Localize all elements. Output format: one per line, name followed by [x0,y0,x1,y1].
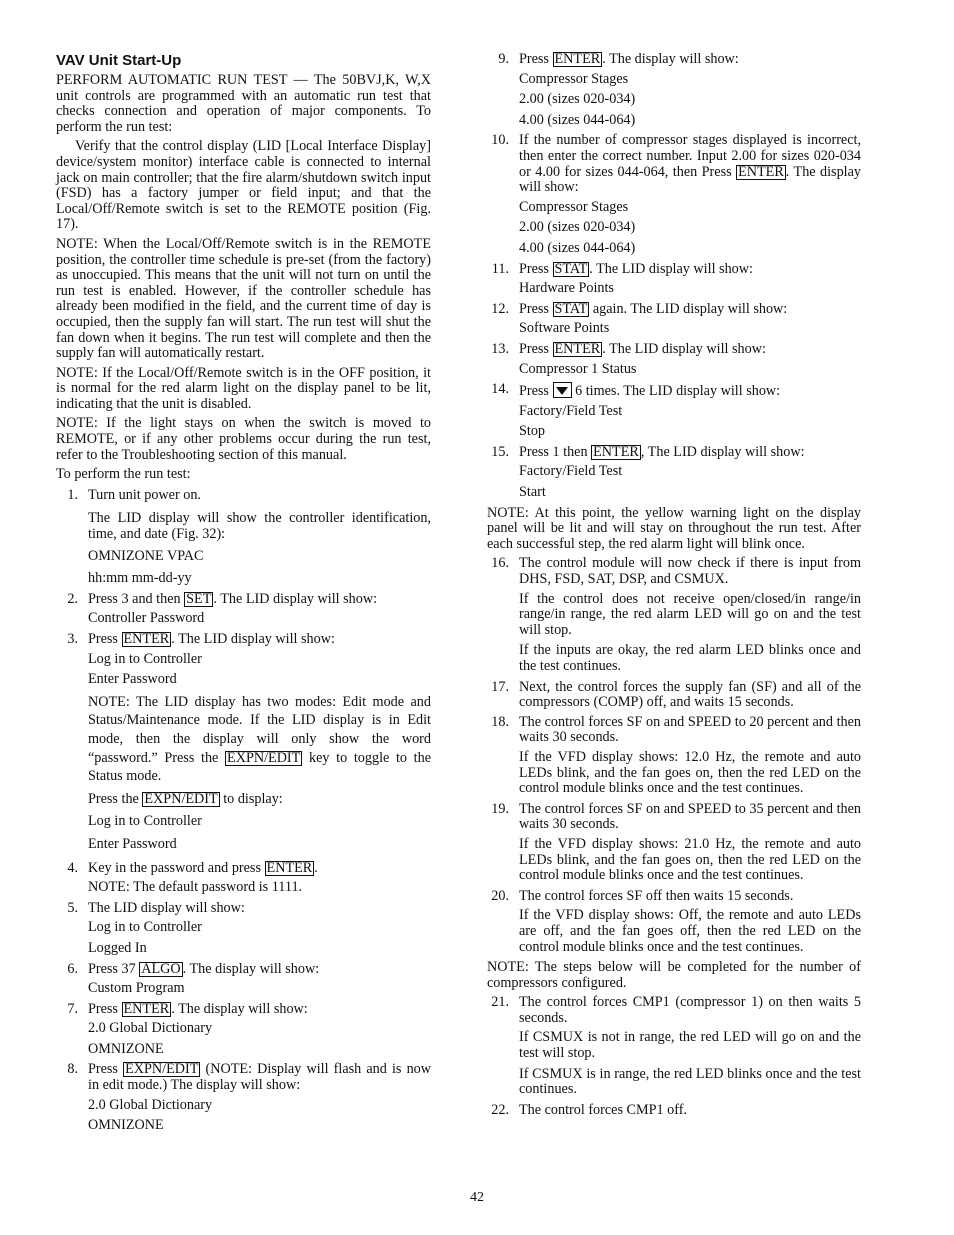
note-light: NOTE: If the light stays on when the switch is moved to REMOTE, or if any other problems occur during the run test, refer to the Troubleshooting section of this manual. [56,415,431,463]
intro-paragraph: PERFORM AUTOMATIC RUN TEST — The 50BVJ,K, W,X unit controls are programmed with an automatic run test that checks connection and operation of major components. To perform the run test: [56,72,431,135]
step-20: 20. The control forces SF off then waits 15 seconds. [491,887,794,904]
step-22: 22. The control forces CMP1 off. [491,1101,687,1118]
step-21: 21. The control forces CMP1 (compressor 1) on then waits 5 seconds. [491,994,861,1026]
enter-key: ENTER [738,163,784,180]
display-line: Logged In [88,939,147,956]
step-1: 1. Turn unit power on. [67,486,201,503]
verify-paragraph: Verify that the control display (LID [Local Interface Display] device/system monitor) interface cable is connected to internal jack on main controller; that the fire alarm/shutdown switch input (FSD) has a factory jumper or field input; and that the Local/Off/Remote switch is set to the REMOTE position (Fig. 17). [56,138,431,233]
step-19: 19. The control forces SF on and SPEED to 35 percent and then waits 30 seconds. [491,800,861,833]
display-line: Hardware Points [519,280,614,297]
display-line: 2.00 (sizes 020-034) [519,91,636,108]
set-key: SET [186,590,212,607]
enter-key: ENTER [554,340,601,357]
display-line: 2.0 Global Dictionary [88,1020,213,1037]
algo-key: ALGO [141,960,181,977]
left-column [56,52,431,1139]
stat-key: STAT [554,260,588,277]
note-off: NOTE: If the Local/Off/Remote switch is in the OFF position, it is normal for the red alarm light on the display panel to be lit, indicating that the unit is disabled. [56,364,431,412]
note-compressors: NOTE: The steps below will be completed for the number of compressors configured. [487,959,861,991]
step-10: 10. If the number of compressor stages displayed is incorrect, then enter the correct number. Input 2.00 for sizes 020-034 or 4.00 for sizes 044-064, then Press ENTER . The display will show: [491,132,862,196]
step-5: 5. The LID display will show: [67,899,245,916]
step-7: 7. Press ENTER . The display will show: [67,1000,308,1017]
display-line: Start [519,484,546,501]
step-21-detail: If CSMUX is not in range, the red LED will go on and the test will stop. [519,1029,861,1062]
note-warning-light: NOTE: At this point, the yellow warning light on the display panel will be lit and will stay on throughout the run test. After each successful step, the red alarm light will blink once. [487,504,861,552]
display-line: Custom Program [88,980,185,997]
display-line: Factory/Field Test [519,463,623,480]
note-default-password: NOTE: The default password is 1111. [88,879,303,896]
display-line: Software Points [519,320,610,337]
step-4: 4. Key in the password and press ENTER . [67,859,318,876]
right-column [487,52,861,1122]
step-16-detail: If the inputs are okay, the red alarm LED blinks once and the test continues. [519,642,861,674]
step-15: 15. Press 1 then ENTER , The LID display will show: [491,443,805,460]
step-12: 12. Press STAT again. The LID display will show: [491,300,788,317]
step-16-detail: If the control does not receive open/closed/in range/in range/in range, the red alarm LED will go on and the test will stop. [519,590,861,638]
expn-edit-key: EXPN/EDIT [125,1061,199,1078]
display-line: Compressor Stages [519,70,629,87]
display-line: Enter Password [88,835,177,852]
step-18-detail: If the VFD display shows: 12.0 Hz, the remote and auto LEDs blink, and the fan goes on, then the red LED on the control module blinks once and the test continues. [519,748,861,797]
note-remote: NOTE: When the Local/Off/Remote switch is in the REMOTE position, the controller time schedule is pre-set (from the factory) as unoccupied. This means that the unit will not turn on until the run test is enabled. However, if the controller schedule has already been modified in the field, and the current time of day is occupied, then the supply fan will start. The run test will shut the fan down when it begins. The run test will complete and then the supply fan will automatically restart. [56,235,431,362]
display-line: Controller Password [88,610,205,627]
display-line: Log in to Controller [88,919,202,936]
expn-edit-key: EXPN/EDIT [227,749,301,766]
display-line: OMNIZONE VPAC [88,547,204,564]
stat-key: STAT [554,300,588,317]
to-perform: To perform the run test: [56,466,191,483]
enter-key: ENTER [123,631,170,647]
page-number: 42 [470,1190,484,1205]
step-17: 17. Next, the control forces the supply fan (SF) and all of the compressors (COMP) off, and waits 15 seconds. [491,678,861,711]
step-6: 6. Press 37 ALGO . The display will show: [67,960,320,977]
display-line: Compressor 1 Status [519,360,637,377]
step-3: 3. Press ENTER . The LID display will show: [67,631,335,647]
display-line: Compressor Stages [519,198,629,215]
step-11: 11. Press STAT . The LID display will show: [491,260,753,277]
step-14: 14. Press 6 times. The LID display will show: [491,381,781,400]
display-line: Stop [519,423,546,440]
display-line: Enter Password [88,671,177,688]
display-line: 4.00 (sizes 044-064) [519,111,636,128]
step-16: 16. The control module will now check if there is input from DHS, FSD, SAT, DSP, and CSMUX. [491,555,861,588]
display-line: Log in to Controller [88,813,202,830]
press-expn: Press the EXPN/EDIT to display: [88,790,283,807]
display-line: Log in to Controller [88,650,202,667]
enter-key: ENTER [593,443,639,460]
expn-edit-key: EXPN/EDIT [144,790,218,807]
step-19-detail: If the VFD display shows: 21.0 Hz, the remote and auto LEDs blink, and the fan goes on, then the red LED on the control module blinks once and the test continues. [519,835,861,884]
step-8: 8. Press EXPN/EDIT (NOTE: Display will flash and is now in edit mode.) The display will show: [67,1061,432,1094]
display-line: Factory/Field Test [519,402,623,419]
display-line: OMNIZONE [88,1040,164,1057]
step-21-detail: If CSMUX is in range, the red LED blinks once and the test continues. [519,1065,861,1098]
display-line: OMNIZONE [88,1117,164,1134]
display-line: hh:mm mm-dd-yy [88,570,192,587]
section-heading: VAV Unit Start-Up [56,52,182,69]
step-20-detail: If the VFD display shows: Off, the remote and auto LEDs are off, and the fan goes off, then the red LED on the control module blinks once and the test continues. [519,907,861,955]
enter-key: ENTER [554,51,601,67]
step-1-detail: The LID display will show the controller identification, time, and date (Fig. 32): [88,510,431,543]
step-13: 13. Press ENTER . The LID display will show: [491,340,766,357]
down-arrow-icon [553,382,572,398]
display-line: 2.00 (sizes 020-034) [519,219,636,236]
display-line: 4.00 (sizes 044-064) [519,239,636,256]
step-2: 2. Press 3 and then SET . The LID display will show: [67,590,378,607]
enter-key: ENTER [123,1000,170,1017]
step-9: 9. Press ENTER . The display will show: [498,51,739,67]
step-18: 18. The control forces SF on and SPEED to 20 percent and then waits 30 seconds. [491,713,861,746]
display-line: 2.0 Global Dictionary [88,1096,213,1113]
note-lid-modes: NOTE: The LID display has two modes: Edit mode and Status/Maintenance mode. If the LID display is in Edit mode, then the display will only show the word “password.” Press the EXPN/EDIT key to toggle to the Status mode. [88,693,432,785]
enter-key: ENTER [266,859,313,876]
